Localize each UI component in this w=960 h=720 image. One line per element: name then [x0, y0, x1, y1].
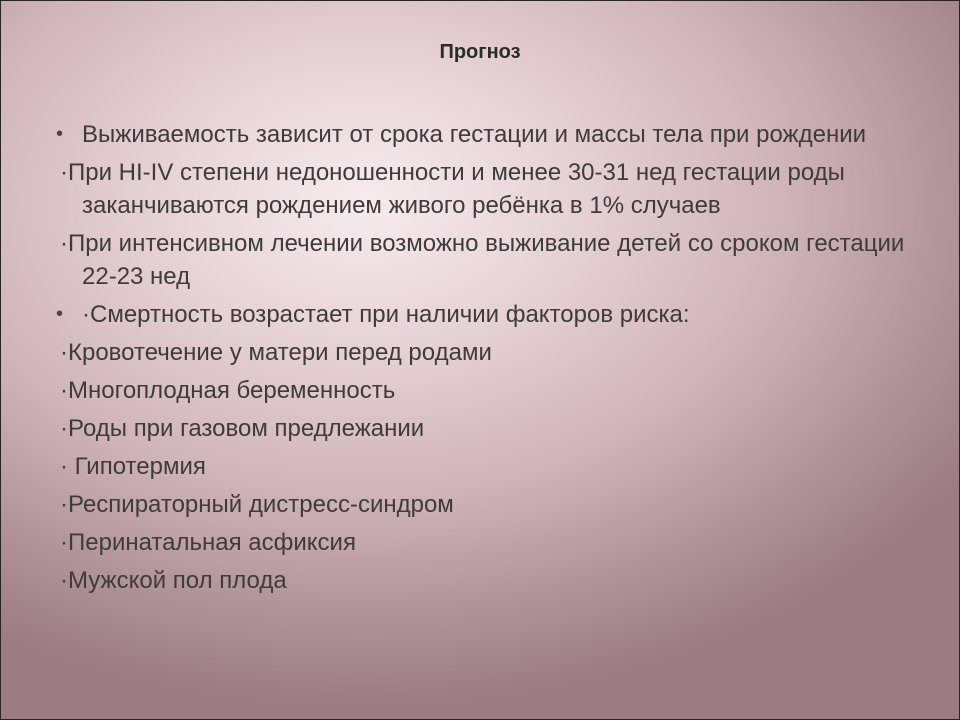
list-item-text: ·При HI-IV степени недоношенности и менее 30-31 нед гестации роды заканчиваются рождением живого ребёнка в 1% случаев	[60, 159, 845, 219]
list-item-text: ·Кровотечение у матери перед родами	[60, 339, 492, 366]
list-item-bleeding	[56, 336, 916, 369]
list-item-male-sex	[56, 564, 916, 597]
list-item-survival	[56, 118, 916, 151]
list-item-multiple-pregnancy	[56, 374, 916, 407]
list-item-text: · Гипотермия	[60, 453, 206, 480]
list-item-text: ·Перинатальная асфиксия	[60, 529, 356, 556]
list-item-text: ·Многоплодная беременность	[60, 377, 396, 404]
list-item-asphyxia	[56, 526, 916, 559]
list-item-text: ·Мужской пол плода	[60, 567, 287, 594]
list-item-text: ·При интенсивном лечении возможно выживание детей со сроком гестации 22-23 нед	[60, 230, 905, 290]
list-item-intensive-care	[56, 227, 916, 293]
list-item-text: ·Смертность возрастает при наличии факторов риска:	[82, 301, 690, 328]
list-item-prematurity	[56, 156, 916, 222]
list-item-text: ·Роды при газовом предлежании	[60, 415, 425, 442]
list-item-presentation	[56, 412, 916, 445]
slide-content	[56, 118, 916, 602]
bullet-icon: •	[56, 303, 64, 325]
list-item-mortality	[56, 298, 916, 331]
list-item-respiratory-distress	[56, 488, 916, 521]
slide-title: Прогноз	[439, 41, 521, 63]
list-item-hypothermia	[56, 450, 916, 483]
bullet-icon: •	[56, 123, 64, 145]
list-item-text: ·Респираторный дистресс-синдром	[60, 491, 454, 518]
list-item-text: Выживаемость зависит от срока гестации и массы тела при рождении	[82, 121, 867, 148]
